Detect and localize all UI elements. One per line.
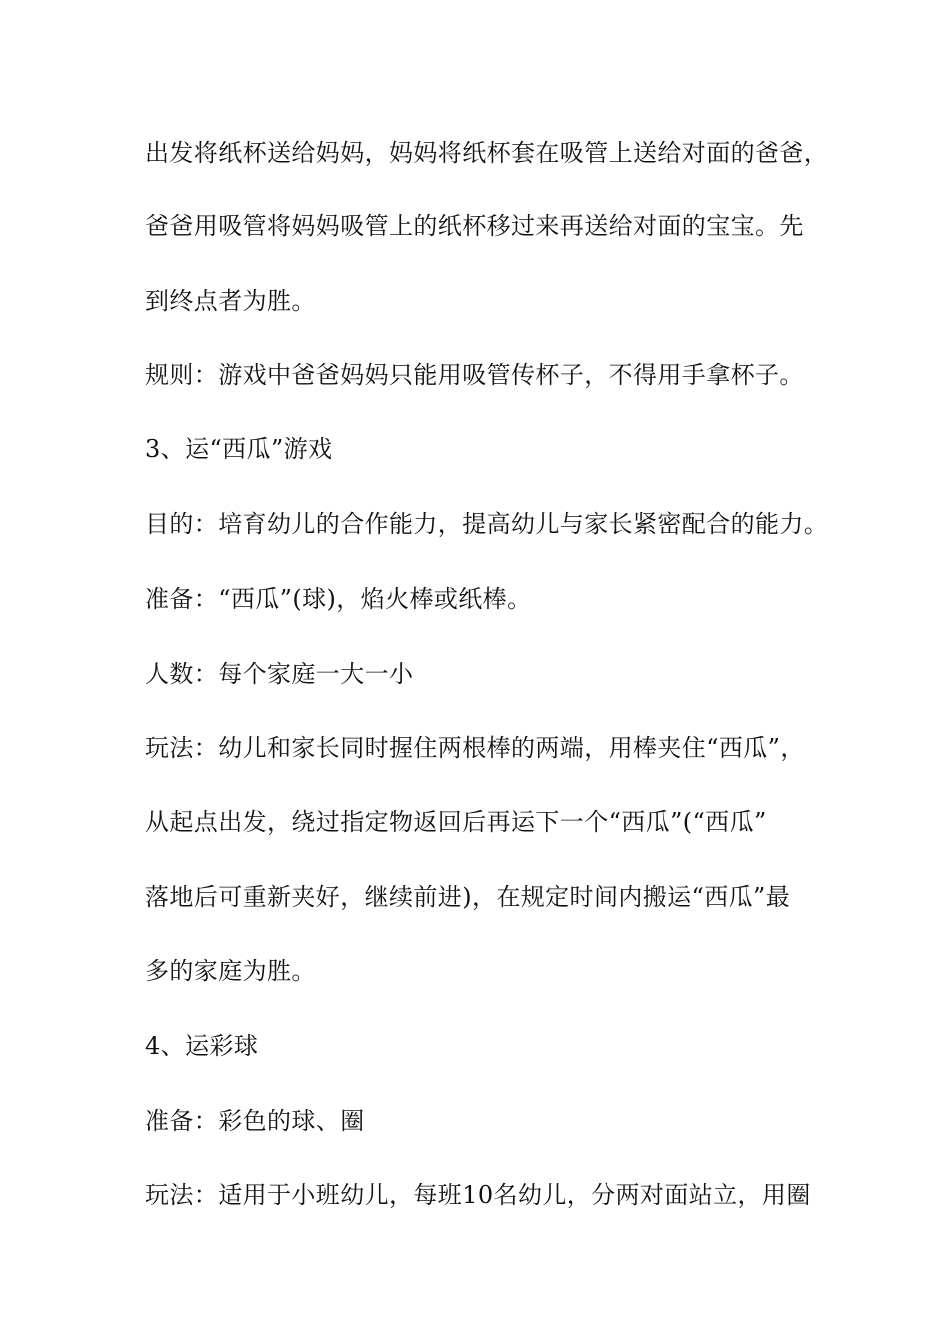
text-line-3: 到终点者为胜。 (145, 287, 316, 315)
text-line-12: 多的家庭为胜。 (145, 957, 316, 985)
text-line-11: 落地后可重新夹好，继续前进)，在规定时间内搬运“西瓜”最 (145, 883, 791, 911)
text-line-6: 目的：培育幼儿的合作能力，提高幼儿与家长紧密配合的能力。 (145, 510, 829, 538)
text-line-8: 人数：每个家庭一大一小 (145, 660, 414, 688)
text-line-14: 准备：彩色的球、圈 (145, 1107, 365, 1135)
text-line-7: 准备：“西瓜”(球)，焰火棒或纸棒。 (145, 585, 532, 613)
text-line-9: 玩法：幼儿和家长同时握住两根棒的两端，用棒夹住“西瓜”， (145, 734, 805, 762)
text-line-15: 玩法：适用于小班幼儿，每班10名幼儿，分两对面站立，用圈 (145, 1181, 811, 1209)
section-heading-3: 3、运“西瓜”游戏 (145, 435, 333, 463)
text-line-4: 规则：游戏中爸爸妈妈只能用吸管传杯子，不得用手拿杯子。 (145, 361, 804, 389)
section-heading-4: 4、运彩球 (145, 1032, 259, 1060)
text-line-2: 爸爸用吸管将妈妈吸管上的纸杯移过来再送给对面的宝宝。先 (145, 212, 804, 240)
text-line-10: 从起点出发，绕过指定物返回后再运下一个“西瓜”(“西瓜” (145, 808, 767, 836)
text-line-1: 出发将纸杯送给妈妈，妈妈将纸杯套在吸管上送给对面的爸爸， (145, 139, 829, 167)
